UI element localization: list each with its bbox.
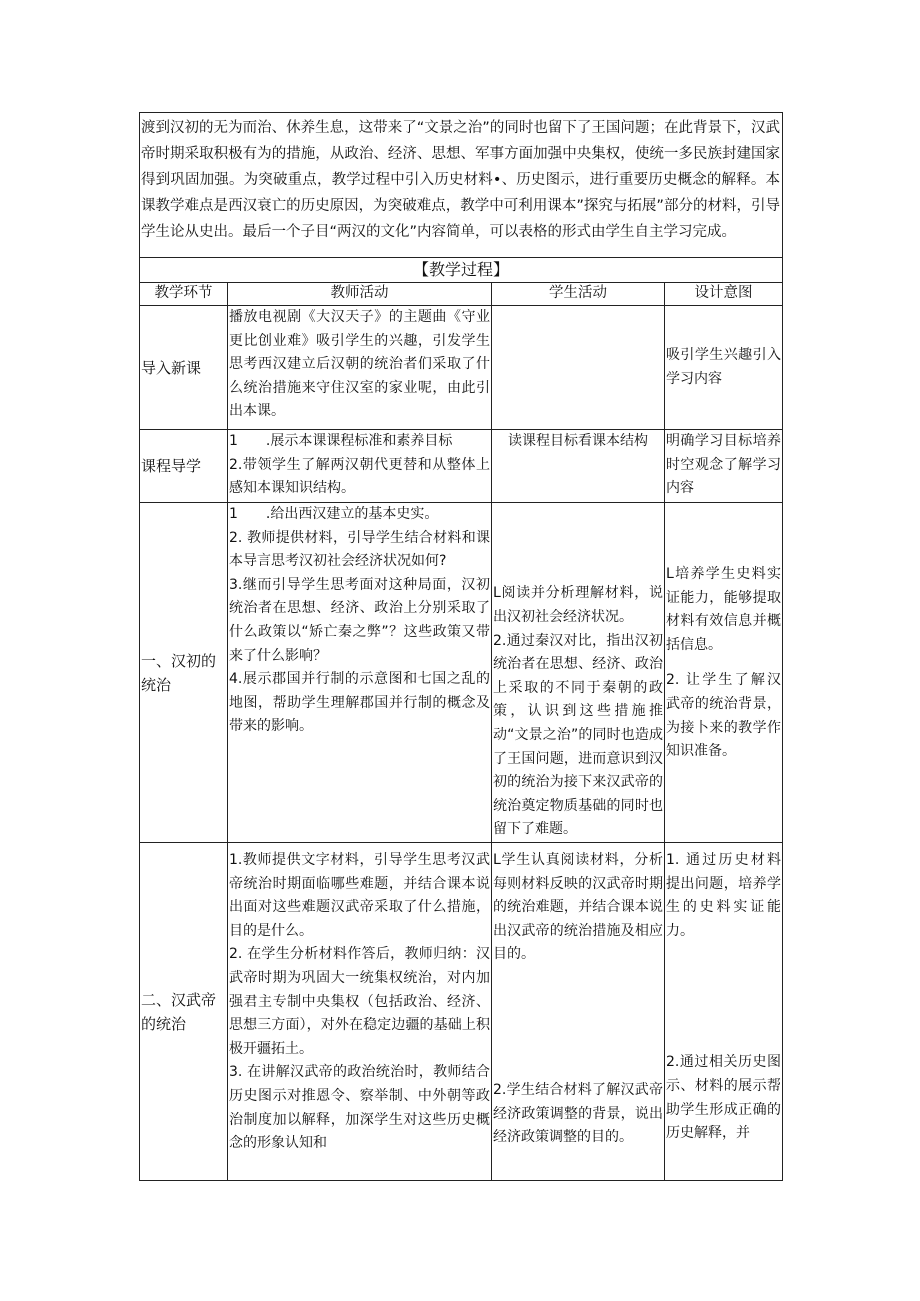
intent-cell	[665, 430, 783, 503]
table-row	[140, 843, 783, 1181]
table-header-row	[140, 283, 783, 306]
header-student: 学生活动	[492, 283, 665, 306]
student-cell	[492, 306, 665, 430]
teacher-cell	[228, 430, 492, 503]
intent-cell	[665, 306, 783, 430]
intent-cell	[665, 503, 783, 843]
teacher-text: 2. 在学生分析材料作答后，教师归纳：汉武帝时期为巩固大一统集权统治，对内加强君主专制中央集权（包括政治、经济、思想三方面），对外在稳定边疆的基础上积极开疆拓土。	[229, 946, 490, 1057]
student-cell	[492, 843, 665, 1181]
student-text: 2.通过秦汉对比，指出汉初统治者在思想、经济、政治上采取的不同于秦朝的政策，认识到这些措施推动“文景之治”的同时也造成了王国问题，进而意识到汉初的统治为接下来汉武帝的统治奠定物质基础的同时也留下了难题。	[493, 632, 663, 838]
header-stage: 教学环节	[140, 283, 228, 306]
section-title: 【教学过程】	[140, 258, 783, 283]
stage-cell: 导入新课	[140, 306, 228, 430]
student-text: 2.学生结合材料了解汉武帝经济政策调整的背景，说出经济政策调整的目的。	[493, 1081, 663, 1146]
student-cell	[492, 503, 665, 843]
student-text: L学生认真阅读材料，分析每则材料反映的汉武帝时期的统治难题，并结合课本说出汉武帝的统治措施及相应目的。	[493, 852, 663, 963]
teacher-text: 3.继而引导学生思考面对这种局面，汉初统治者在思想、经济、政治上分别采取了什么政策以“矫亡秦之弊”？这些政策又带来了什么影响？	[229, 576, 490, 664]
intent-cell	[665, 843, 783, 1181]
intent-text: 2.通过相关历史图示、材料的展示帮助学生形成正确的历史解释，并	[666, 1054, 782, 1142]
lesson-plan-table	[139, 112, 783, 1181]
teacher-cell	[228, 843, 492, 1181]
student-cell	[492, 430, 665, 503]
header-intent: 设计意图	[665, 283, 783, 306]
teacher-text: 3. 在讲解汉武帝的政治统治时，教师结合历史图示对推恩令、察举制、中外朝等政治制度加以解释，加深学生对这些历史概念的形象认知和	[229, 1064, 490, 1152]
stage-cell: 二、汉武帝的统治	[140, 843, 228, 1181]
student-text: 读课程目标看课本结构	[508, 433, 648, 449]
teacher-text: 播放电视剧《大汉天子》的主题曲《守业更比创业难》吸引学生的兴趣，引发学生思考西汉建立后汉朝的统治者们采取了什么统治措施来守住汉室的家业呢，由此引出本课。	[229, 309, 490, 420]
intent-text: 2. 让学生了解汉武帝的统治背景，为接卜来的教学作知识准备。	[666, 672, 782, 760]
teacher-cell	[228, 503, 492, 843]
teacher-text: 2.带领学生了解两汉朝代更替和从整体上感知本课知识结构。	[229, 456, 490, 497]
table-row	[140, 306, 783, 430]
header-teacher: 教师活动	[228, 283, 492, 306]
stage-cell: 一、汉初的统治	[140, 503, 228, 843]
stage-cell: 课程导学	[140, 430, 228, 503]
student-text: L阅读并分析理解材料，说出汉初社会经济状况。	[493, 585, 663, 626]
table-row	[140, 430, 783, 503]
teacher-text: 4.展示郡国并行制的示意图和七国之乱的地图，帮助学生理解郡国并行制的概念及带来的影响。	[229, 671, 490, 735]
teacher-text: 1 .展示本课课程标准和素养目标	[229, 433, 453, 449]
intent-text: L培养学生史料实证能力，能够提取材料有效信息并概括信息。	[666, 566, 782, 653]
lesson-plan-page	[139, 112, 782, 1181]
intro-paragraph: 渡到汉初的无为而治、休养生息，这带来了“文景之治”的同时也留下了王国问题；在此背景下，汉武帝时期采取积极有为的措施，从政治、经济、思想、军事方面加强中央集权，使统一多民族封建国家得到巩固加强。为突破重点，教学过程中引入历史材料•、历史图示，进行重要历史概念的解释。本课教学难点是西汉衰亡的历史原因，为突破难点，教学中可利用课本”探究与拓展”部分的材料，引导学生论从史出。最后一个子目“两汉的文化”内容简单，可以表格的形式由学生自主学习完成。	[140, 113, 783, 258]
teacher-text: 2. 教师提供材料，引导学生结合材料和课本导言思考汉初社会经济状况如何?	[229, 529, 490, 570]
teacher-cell	[228, 306, 492, 430]
table-row	[140, 503, 783, 843]
teacher-text: 1.教师提供文字材料，引导学生思考汉武帝统治时期面临哪些难题，并结合课本说出面对这些难题汉武帝采取了什么措施，目的是什么。	[229, 852, 490, 939]
intent-text: 吸引学生兴趣引入学习内容	[666, 346, 782, 387]
intent-text: 明确学习目标培养时空观念了解学习内容	[666, 433, 782, 497]
teacher-text: 1 .给出西汉建立的基本史实。	[229, 506, 439, 522]
intent-text: 1. 通过历史材料提出问题，培养学生的史料实证能力。	[666, 852, 782, 939]
